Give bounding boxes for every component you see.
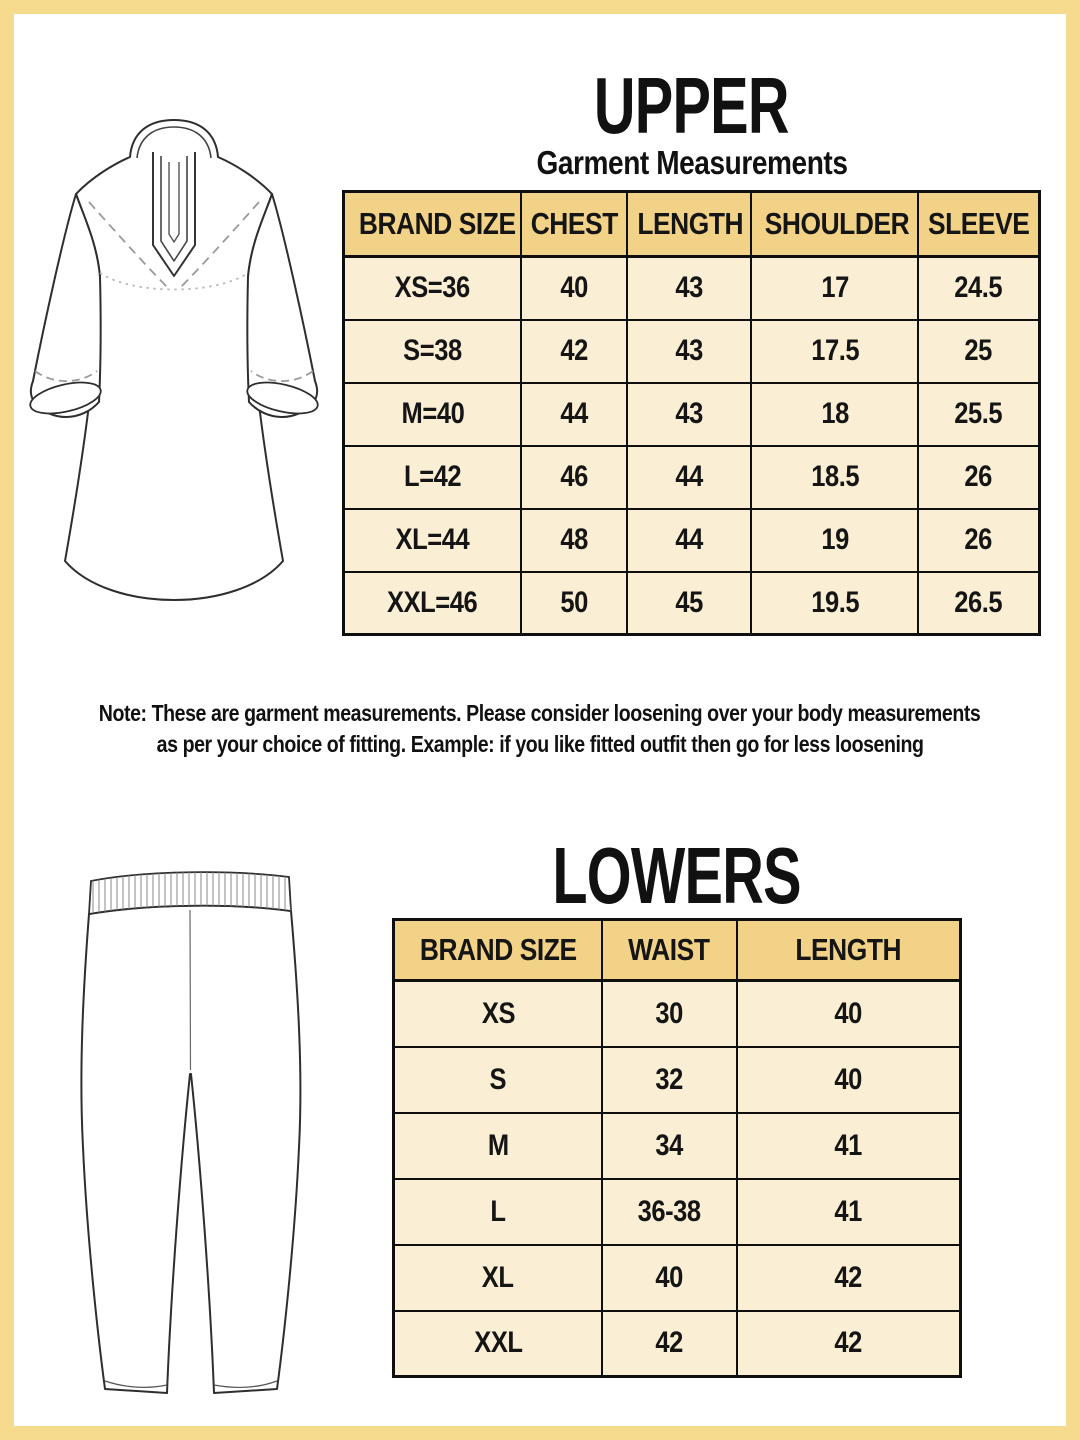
table-cell: 24.5 [918,257,1039,320]
table-row [344,383,1040,446]
table-cell: S=38 [344,320,521,383]
header-shoulder: SHOULDER [751,192,918,257]
table-cell: 34 [602,1113,736,1179]
table-row [344,446,1040,509]
table-cell: 40 [521,257,627,320]
table-cell: 25 [918,320,1039,383]
table-cell: 26.5 [918,572,1039,635]
table-cell: 41 [737,1179,961,1245]
table-cell: 42 [521,320,627,383]
table-cell: 43 [627,257,752,320]
table-cell: XS [394,981,603,1047]
table-row [394,1245,961,1311]
upper-subtitle-text: Garment Measurements [535,144,848,181]
header-brand-size: BRAND SIZE [344,192,521,257]
measurement-note [0,698,1080,760]
header-chest: CHEST [521,192,627,257]
lower-measurements-table [392,918,962,1378]
table-row [344,320,1040,383]
table-cell: 32 [602,1047,736,1113]
table-cell: 30 [602,981,736,1047]
table-cell: M=40 [344,383,521,446]
table-row [394,1179,961,1245]
header-length: LENGTH [627,192,752,257]
table-cell: 25.5 [918,383,1039,446]
table-cell: 40 [737,981,961,1047]
upper-measurements-table [342,190,1041,636]
table-cell: XXL=46 [344,572,521,635]
table-cell: 45 [627,572,752,635]
table-cell: 17 [751,257,918,320]
table-cell: XS=36 [344,257,521,320]
table-cell: 36-38 [602,1179,736,1245]
header-sleeve: SLEEVE [918,192,1039,257]
table-cell: 26 [918,509,1039,572]
table-row [344,509,1040,572]
pants-line-drawing-icon [48,862,333,1422]
table-cell: L=42 [344,446,521,509]
header-brand-size: BRAND SIZE [394,920,603,981]
kurta-line-drawing-icon [18,105,330,650]
lower-title-text: LOWERS [552,831,802,920]
table-row [394,1047,961,1113]
table-cell: 44 [521,383,627,446]
table-cell: L [394,1179,603,1245]
table-row [394,981,961,1047]
table-cell: 42 [602,1311,736,1377]
table-cell: 44 [627,509,752,572]
table-cell: 40 [737,1047,961,1113]
upper-section-title [342,61,1041,150]
table-cell: 46 [521,446,627,509]
note-line-2: as per your choice of fitting. Example: if you like fitted outfit then go for less loosening [156,731,924,757]
table-row [394,1311,961,1377]
table-cell: 18.5 [751,446,918,509]
table-cell: 43 [627,383,752,446]
table-row [344,257,1040,320]
table-cell: XL=44 [344,509,521,572]
pants-legs [81,906,300,1393]
table-cell: 44 [627,446,752,509]
table-cell: 40 [602,1245,736,1311]
table-cell: 41 [737,1113,961,1179]
table-cell: 19 [751,509,918,572]
table-cell: S [394,1047,603,1113]
table-cell: M [394,1113,603,1179]
table-cell: 26 [918,446,1039,509]
table-cell: XXL [394,1311,603,1377]
lower-section-title [392,831,962,920]
upper-section-subtitle [342,146,1041,179]
table-cell: 19.5 [751,572,918,635]
lower-table-header-row [394,920,961,981]
table-cell: 50 [521,572,627,635]
table-cell: XL [394,1245,603,1311]
table-cell: 42 [737,1245,961,1311]
table-cell: 48 [521,509,627,572]
pants-front-seam [190,910,191,1070]
table-row [394,1113,961,1179]
table-cell: 43 [627,320,752,383]
header-length: LENGTH [737,920,961,981]
upper-table-header-row [344,192,1040,257]
table-cell: 42 [737,1311,961,1377]
table-cell: 18 [751,383,918,446]
note-line-1: Note: These are garment measurements. Please consider loosening over your body measurements [99,700,981,726]
table-row [344,572,1040,635]
upper-title-text: UPPER [594,61,789,150]
header-waist: WAIST [602,920,736,981]
table-cell: 17.5 [751,320,918,383]
